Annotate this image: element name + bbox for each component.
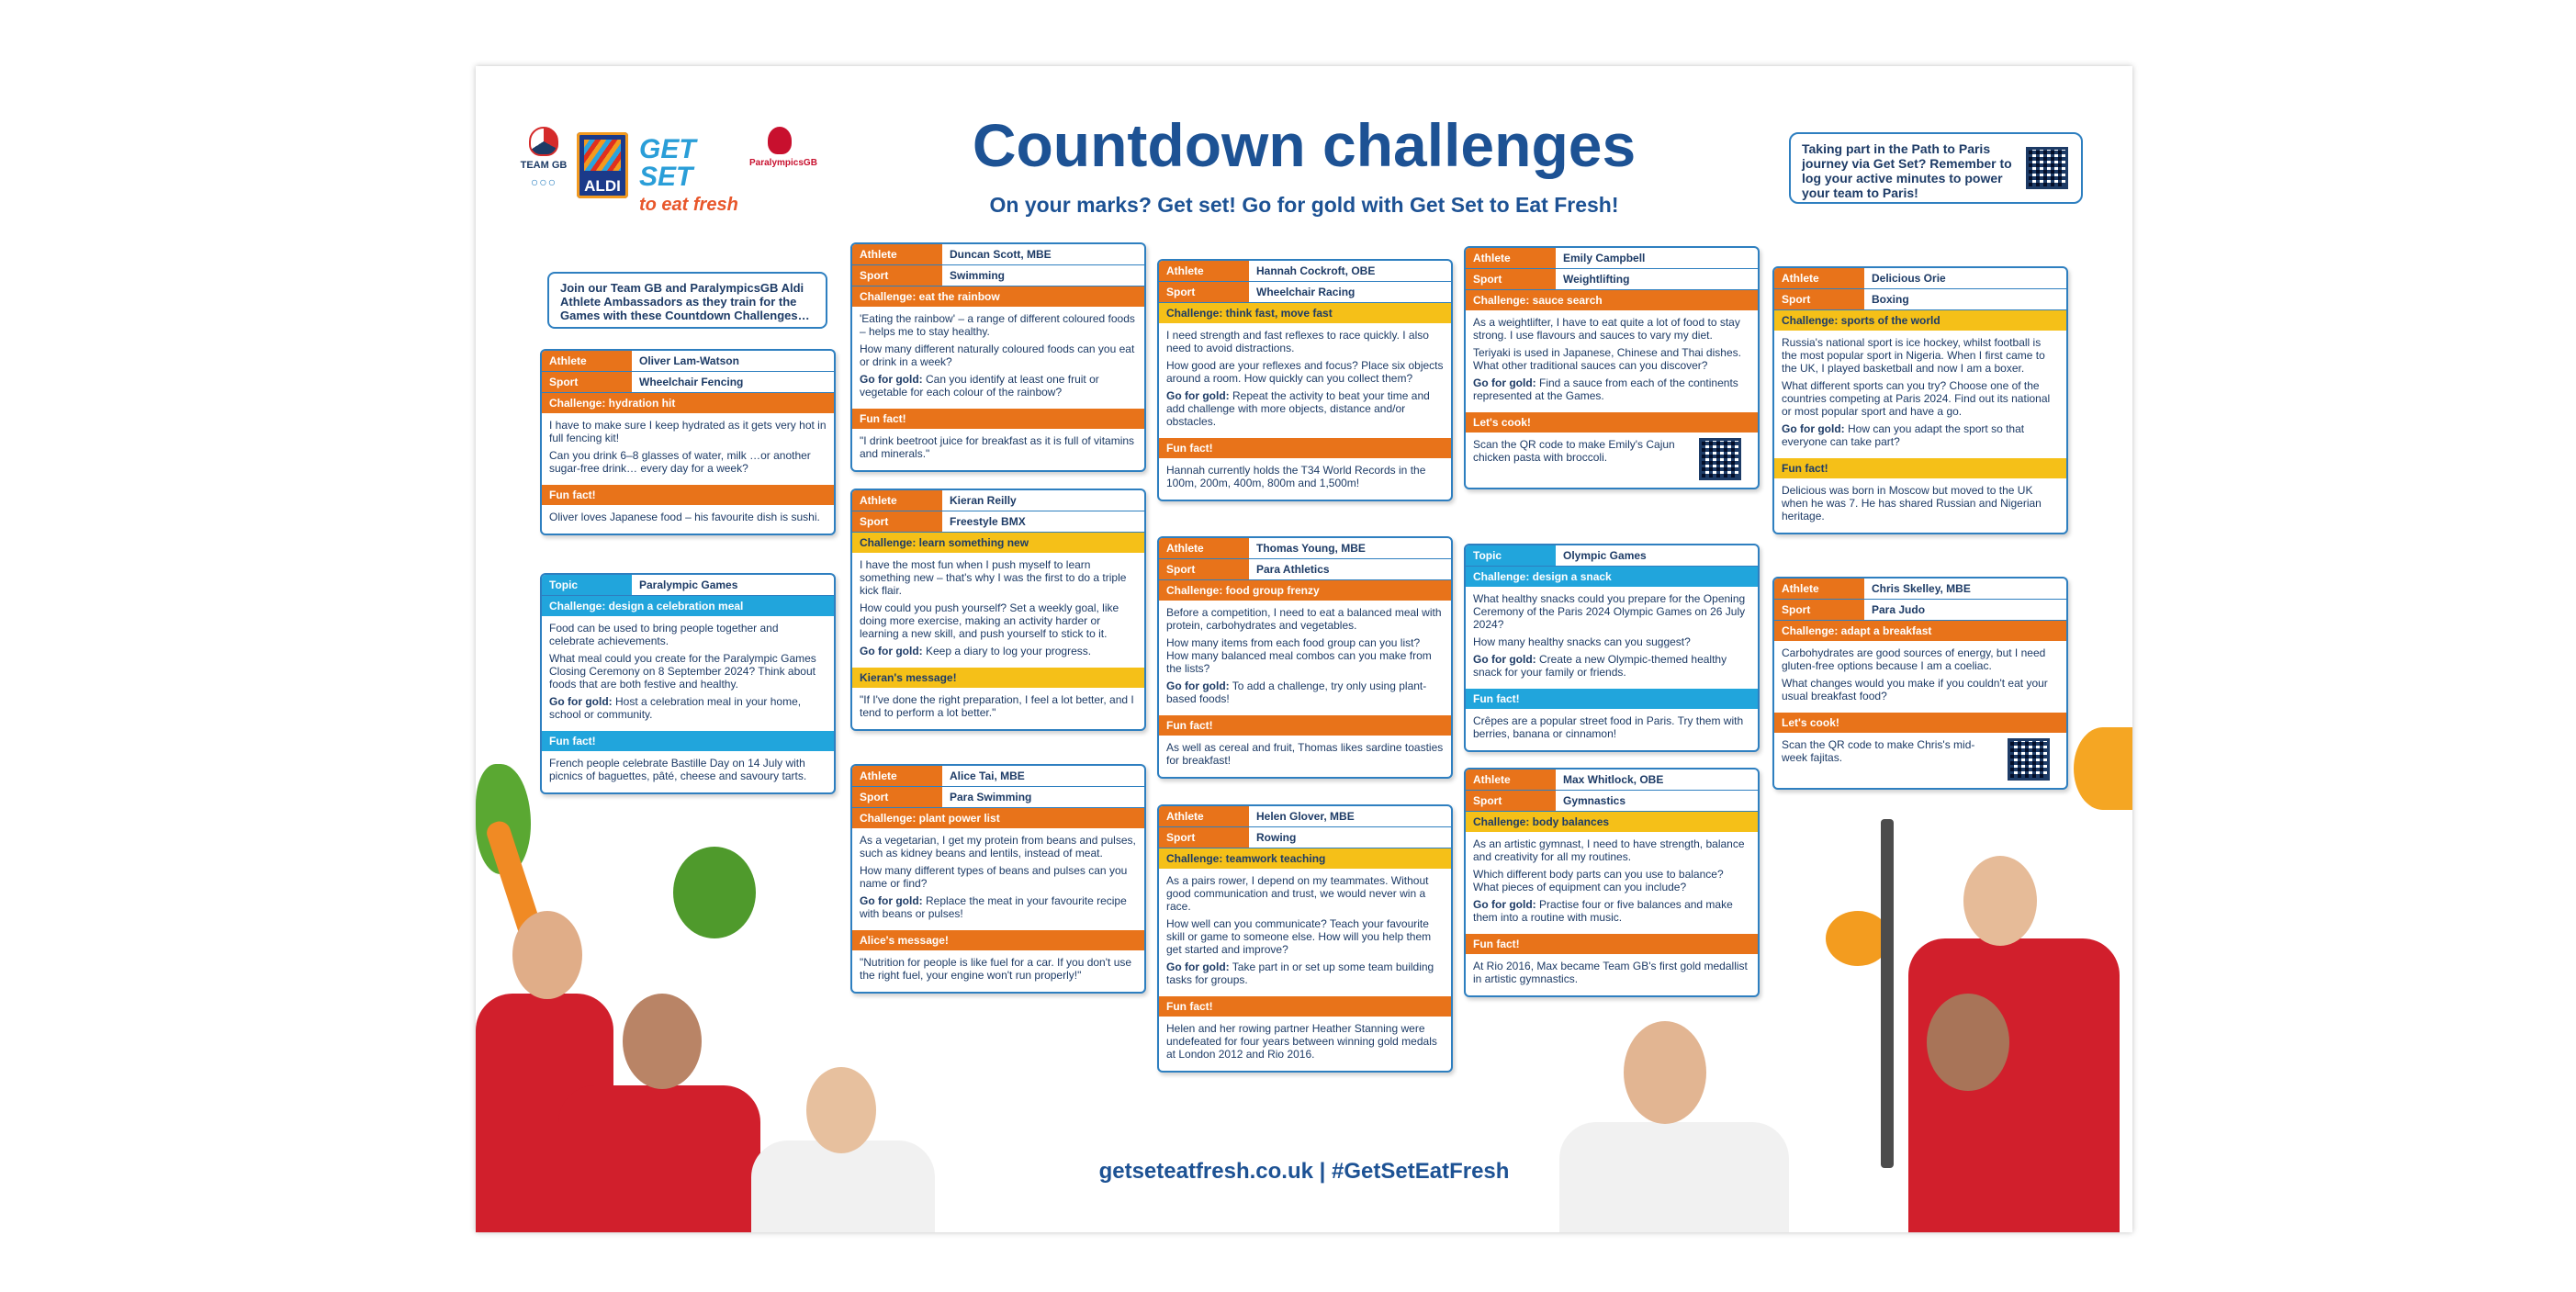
challenge-text: As an artistic gymnast, I need to have strength, balance and creativity for all my routines.	[1473, 837, 1745, 863]
eat-fresh-label: to eat fresh	[639, 195, 738, 215]
go-for-gold-label: Go for gold:	[549, 695, 613, 708]
go-for-gold-label: Go for gold:	[1166, 680, 1230, 692]
athlete-name: Max Whitlock, OBE	[1563, 773, 1664, 786]
sport-label: Sport	[1774, 289, 1864, 309]
paralympicsgb-label: ParalympicsGB	[749, 158, 817, 168]
card-kieran	[850, 489, 1146, 731]
poster	[476, 66, 2132, 1232]
go-for-gold-text: Can you identify at least one fruit or vegetable for each colour of the rainbow?	[860, 373, 1099, 399]
fun-fact-text: French people celebrate Bastille Day on 14 July with picnics of baguettes, pâté, cheese and savoury tarts.	[549, 757, 807, 782]
go-for-gold-label: Go for gold:	[860, 894, 923, 907]
message-text: "If I've done the right preparation, I feel a lot better, and I tend to perform a lot better."	[860, 693, 1134, 719]
go-for-gold-label: Go for gold:	[1782, 422, 1845, 435]
message-title: Kieran's message!	[852, 668, 1144, 688]
sport-name: Freestyle BMX	[950, 515, 1026, 528]
challenge-question: How many healthy snacks can you suggest?	[1473, 635, 1691, 648]
athlete-photo-helen	[751, 1140, 935, 1232]
athlete-head-image	[1624, 1021, 1706, 1124]
athlete-name: Hannah Cockroft, OBE	[1256, 264, 1376, 277]
fun-fact-text: Delicious was born in Moscow but moved to the UK when he was 7. He has shared Russian and Nigerian heritage.	[1782, 484, 2042, 522]
fun-fact-text: "I drink beetroot juice for breakfast as it is full of vitamins and minerals."	[860, 434, 1135, 460]
topic-label: Topic	[1466, 545, 1556, 566]
fun-fact-text: Oliver loves Japanese food – his favourite dish is sushi.	[549, 511, 820, 523]
lets-cook-title: Let's cook!	[1774, 713, 2066, 733]
fun-fact-title: Fun fact!	[1774, 458, 2066, 478]
challenge-title: Challenge: eat the rainbow	[852, 286, 1144, 307]
aldi-label: ALDI	[584, 177, 621, 195]
card-max	[1464, 768, 1760, 997]
challenge-question: Which different body parts can you use to balance? What pieces of equipment can you include?	[1473, 868, 1724, 893]
intro-box: Join our Team GB and ParalympicsGB Aldi Athlete Ambassadors as they train for the Games with these Countdown Challenges…	[547, 272, 827, 329]
sport-label: Sport	[1159, 282, 1249, 302]
challenge-question: How well can you communicate? Teach your favourite skill or game to someone else. How will you help them get started and improve?	[1166, 917, 1432, 956]
card-thomas	[1157, 536, 1453, 779]
qr-code-icon[interactable]	[1699, 438, 1741, 480]
go-for-gold-label: Go for gold:	[1166, 961, 1230, 973]
card-helen	[1157, 804, 1453, 1073]
athlete-name: Chris Skelley, MBE	[1872, 582, 1971, 595]
challenge-text: Food can be used to bring people together and celebrate achievements.	[549, 622, 779, 647]
challenge-title: Challenge: hydration hit	[542, 393, 834, 413]
path-to-paris-box	[1789, 132, 2083, 204]
challenge-question: How could you push yourself? Set a weekly goal, like doing more exercise, making an activity harder or learning a new skill, and push yourself to stick to it.	[860, 601, 1119, 640]
athlete-name: Emily Campbell	[1563, 252, 1646, 264]
sport-name: Para Swimming	[950, 791, 1032, 803]
challenge-title: Challenge: design a celebration meal	[542, 596, 834, 616]
go-for-gold-text: Keep a diary to log your progress.	[926, 645, 1092, 657]
challenge-question: Can you drink 6–8 glasses of water, milk …or another sugar-free drink… every day for a week?	[549, 449, 811, 475]
challenge-question: What changes would you make if you couldn't eat your usual breakfast food?	[1782, 677, 2048, 702]
orange-slice-image	[2074, 727, 2132, 810]
athlete-name: Oliver Lam-Watson	[639, 354, 739, 367]
topic-label: Topic	[542, 575, 632, 595]
challenge-text: I need strength and fast reflexes to race quickly. I also need to avoid distractions.	[1166, 329, 1429, 354]
page-title: Countdown challenges	[972, 111, 1637, 179]
go-for-gold-text: To add a challenge, try only using plant-based foods!	[1166, 680, 1427, 705]
card-chris	[1772, 577, 2068, 790]
lets-cook-text: Scan the QR code to make Emily's Cajun chicken pasta with broccoli.	[1473, 438, 1675, 464]
sport-name: Boxing	[1872, 293, 1909, 306]
challenge-title: Challenge: design a snack	[1466, 567, 1758, 587]
go-for-gold-label: Go for gold:	[1473, 376, 1536, 389]
challenge-title: Challenge: sports of the world	[1774, 310, 2066, 331]
athlete-label: Athlete	[542, 351, 632, 371]
sport-name: Para Judo	[1872, 603, 1926, 616]
athlete-label: Athlete	[1159, 806, 1249, 826]
athlete-head-image	[512, 911, 582, 999]
challenge-text: As a pairs rower, I depend on my teammates. Without good communication and trust, we would never win a race.	[1166, 874, 1429, 913]
challenge-question: What meal could you create for the Paralympic Games Closing Ceremony on 8 September 2024? Think about foods that are both festive and healthy.	[549, 652, 816, 691]
challenge-question: What different sports can you try? Choose one of the countries competing at Paris 2024. Find out its national or most popular sport and have a go.	[1782, 379, 2051, 418]
qr-code-icon[interactable]	[2026, 147, 2068, 189]
go-for-gold-text: Repeat the activity to beat your time and add challenge with more objects, distance and/or obstacles.	[1166, 389, 1430, 428]
athlete-name: Delicious Orie	[1872, 272, 1946, 285]
athlete-label: Athlete	[1466, 248, 1556, 268]
sport-name: Gymnastics	[1563, 794, 1626, 807]
challenge-text: Russia's national sport is ice hockey, whilst football is the most popular sport in Nigeria. When I first came to the UK, I played basketball and now I am a boxer.	[1782, 336, 2045, 375]
sport-label: Sport	[852, 265, 942, 286]
fun-fact-text: Hannah currently holds the T34 World Records in the 100m, 200m, 400m, 800m and 1,500m!	[1166, 464, 1426, 489]
challenge-text: Before a competition, I need to eat a balanced meal with protein, carbohydrates and vegetables.	[1166, 606, 1442, 632]
fun-fact-text: As well as cereal and fruit, Thomas likes sardine toasties for breakfast!	[1166, 741, 1444, 767]
card-paralympic-games	[540, 573, 836, 794]
card-alice	[850, 764, 1146, 994]
olympic-rings-icon: ○○○	[530, 174, 557, 189]
athlete-label: Athlete	[1466, 770, 1556, 790]
athlete-label: Athlete	[852, 244, 942, 264]
go-for-gold-text: Find a sauce from each of the continents represented at the Games.	[1473, 376, 1738, 402]
message-text: "Nutrition for people is like fuel for a car. If you don't use the right fuel, your engine won't run properly!"	[860, 956, 1132, 982]
fun-fact-text: Crêpes are a popular street food in Paris. Try them with berries, banana or cinnamon!	[1473, 714, 1744, 740]
sport-name: Para Athletics	[1256, 563, 1330, 576]
fun-fact-title: Fun fact!	[1159, 996, 1451, 1017]
barbell-image	[1881, 819, 1894, 1168]
challenge-text: Carbohydrates are good sources of energy, but I need gluten-free options because I am a coeliac.	[1782, 646, 2046, 672]
go-for-gold-text: How can you adapt the sport so that everyone can take part?	[1782, 422, 2025, 448]
fun-fact-text: At Rio 2016, Max became Team GB's first gold medallist in artistic gymnastics.	[1473, 960, 1748, 985]
challenge-text: As a vegetarian, I get my protein from beans and pulses, such as kidney beans and lentils, instead of meat.	[860, 834, 1136, 859]
athlete-name: Alice Tai, MBE	[950, 770, 1025, 782]
go-for-gold-label: Go for gold:	[1473, 653, 1536, 666]
sport-label: Sport	[852, 511, 942, 532]
fun-fact-title: Fun fact!	[542, 731, 834, 751]
challenge-question: How many different naturally coloured foods can you eat or drink in a week?	[860, 343, 1135, 368]
challenge-title: Challenge: body balances	[1466, 812, 1758, 832]
fun-fact-text: Helen and her rowing partner Heather Stanning were undefeated for four years between winning gold medals at London 2012 and Rio 2016.	[1166, 1022, 1437, 1061]
fun-fact-title: Fun fact!	[852, 409, 1144, 429]
go-for-gold-text: Create a new Olympic-themed healthy snack for your family or friends.	[1473, 653, 1727, 679]
sport-label: Sport	[542, 372, 632, 392]
challenge-text: I have to make sure I keep hydrated as it gets very hot in full fencing kit!	[549, 419, 827, 444]
lets-cook-title: Let's cook!	[1466, 412, 1758, 433]
challenge-title: Challenge: food group frenzy	[1159, 580, 1451, 601]
card-oliver	[540, 349, 836, 535]
fun-fact-title: Fun fact!	[1159, 715, 1451, 736]
challenge-title: Challenge: learn something new	[852, 533, 1144, 553]
challenge-title: Challenge: plant power list	[852, 808, 1144, 828]
sport-label: Sport	[1466, 791, 1556, 811]
fun-fact-title: Fun fact!	[542, 485, 834, 505]
card-hannah	[1157, 259, 1453, 501]
go-for-gold-label: Go for gold:	[860, 373, 923, 386]
path-to-paris-text: Taking part in the Path to Paris journey via Get Set? Remember to log your active minutes to power your team to Paris!	[1802, 141, 2012, 200]
athlete-label: Athlete	[1774, 579, 1864, 599]
athlete-name: Thomas Young, MBE	[1256, 542, 1366, 555]
sport-name: Rowing	[1256, 831, 1297, 844]
challenge-question: How many different types of beans and pulses can you name or find?	[860, 864, 1128, 890]
qr-code-icon[interactable]	[2008, 738, 2050, 781]
topic-name: Olympic Games	[1563, 549, 1647, 562]
go-for-gold-text: Replace the meat in your favourite recipe with beans or pulses!	[860, 894, 1127, 920]
athlete-label: Athlete	[1159, 538, 1249, 558]
fun-fact-title: Fun fact!	[1466, 689, 1758, 709]
team-gb-label: TEAM GB	[520, 160, 568, 171]
challenge-title: Challenge: think fast, move fast	[1159, 303, 1451, 323]
athlete-name: Helen Glover, MBE	[1256, 810, 1355, 823]
go-for-gold-text: Practise four or five balances and make them into a routine with music.	[1473, 898, 1733, 924]
athlete-head-image	[1927, 994, 2009, 1091]
fun-fact-title: Fun fact!	[1159, 438, 1451, 458]
footer-website[interactable]: getseteatfresh.co.uk | #GetSetEatFresh	[1098, 1159, 1510, 1184]
sport-label: Sport	[1159, 827, 1249, 848]
sport-name: Weightlifting	[1563, 273, 1630, 286]
card-olympic-games	[1464, 544, 1760, 752]
challenge-question: How good are your reflexes and focus? Place six objects around a room. How quickly can you collect them?	[1166, 359, 1444, 385]
challenge-text: What healthy snacks could you prepare for the Opening Ceremony of the Paris 2024 Olympic Games on 26 July 2024?	[1473, 592, 1746, 631]
sport-label: Sport	[1159, 559, 1249, 579]
challenge-text: 'Eating the rainbow' – a range of different coloured foods – helps me to stay healthy.	[860, 312, 1135, 338]
challenge-title: Challenge: teamwork teaching	[1159, 848, 1451, 869]
go-for-gold-text: Take part in or set up some team building tasks for groups.	[1166, 961, 1434, 986]
message-title: Alice's message!	[852, 930, 1144, 950]
athlete-photo-max	[1908, 938, 2120, 1232]
athlete-head-image	[623, 994, 702, 1089]
athlete-label: Athlete	[1159, 261, 1249, 281]
go-for-gold-text: Host a celebration meal in your home, school or community.	[549, 695, 802, 721]
challenge-title: Challenge: adapt a breakfast	[1774, 621, 2066, 641]
challenge-text: I have the most fun when I push myself to learn something new – that's why I was the first to do a triple kick flair.	[860, 558, 1127, 597]
athlete-label: Athlete	[852, 766, 942, 786]
broccoli-image	[673, 847, 756, 938]
page-subtitle: On your marks? Get set! Go for gold with Get Set to Eat Fresh!	[989, 193, 1619, 217]
athlete-label: Athlete	[852, 490, 942, 511]
sport-name: Wheelchair Racing	[1256, 286, 1355, 298]
go-for-gold-label: Go for gold:	[1473, 898, 1536, 911]
card-duncan	[850, 242, 1146, 472]
sport-label: Sport	[1466, 269, 1556, 289]
challenge-text: As a weightlifter, I have to eat quite a lot of food to stay strong. I use flavours and sauces to vary my diet.	[1473, 316, 1740, 342]
card-delicious	[1772, 266, 2068, 534]
topic-name: Paralympic Games	[639, 579, 738, 591]
challenge-question: How many items from each food group can you list? How many balanced meal combos can you make from the lists?	[1166, 636, 1432, 675]
sport-name: Swimming	[950, 269, 1006, 282]
go-for-gold-label: Go for gold:	[860, 645, 923, 657]
sport-label: Sport	[1774, 600, 1864, 620]
athlete-name: Duncan Scott, MBE	[950, 248, 1052, 261]
get-set-label: GET SET	[639, 134, 696, 192]
challenge-title: Challenge: sauce search	[1466, 290, 1758, 310]
card-emily	[1464, 246, 1760, 489]
sport-label: Sport	[852, 787, 942, 807]
athlete-head-image	[806, 1067, 876, 1153]
athlete-head-image	[1963, 856, 2037, 946]
athlete-label: Athlete	[1774, 268, 1864, 288]
athlete-name: Kieran Reilly	[950, 494, 1017, 507]
sport-name: Wheelchair Fencing	[639, 376, 744, 388]
fun-fact-title: Fun fact!	[1466, 934, 1758, 954]
lets-cook-text: Scan the QR code to make Chris's mid-week fajitas.	[1782, 738, 1975, 764]
go-for-gold-label: Go for gold:	[1166, 389, 1230, 402]
challenge-question: Teriyaki is used in Japanese, Chinese and Thai dishes. What other traditional sauces can you discover?	[1473, 346, 1741, 372]
